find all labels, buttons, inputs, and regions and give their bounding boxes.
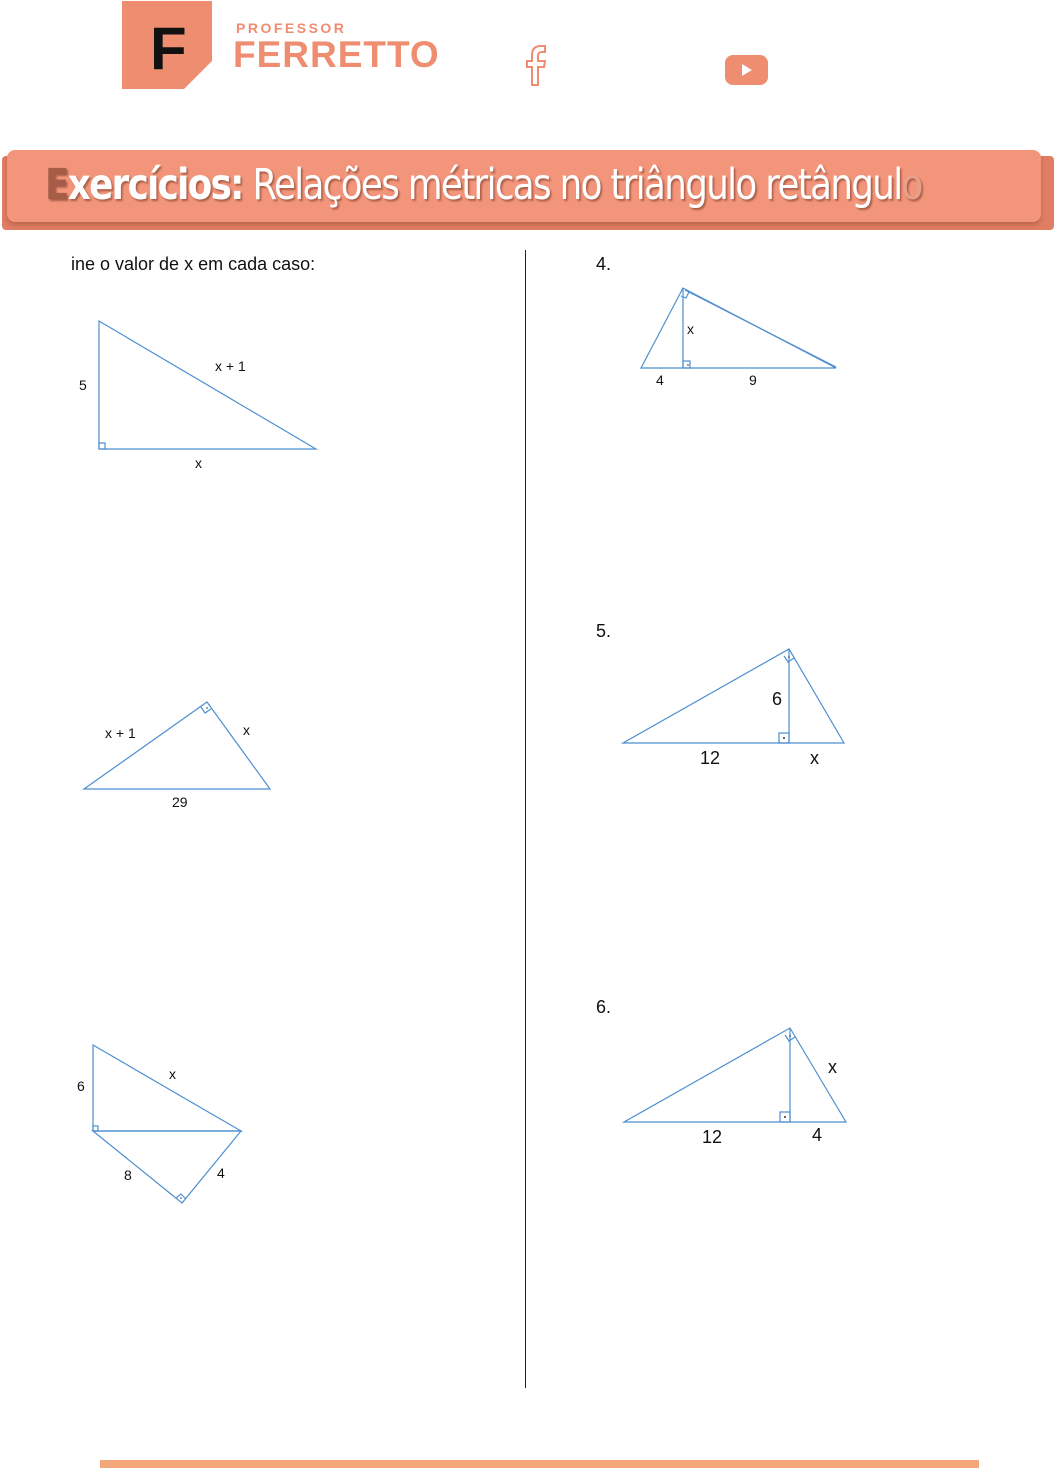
problem-number-6: 6. — [596, 997, 612, 1017]
page-title: Exercícios: Relações métricas no triângulo retângulo — [45, 160, 922, 210]
label-3-a: 6 — [77, 1078, 85, 1094]
label-4-height: x — [687, 321, 694, 337]
footer-bar — [100, 1460, 979, 1468]
label-6-leg: x — [828, 1057, 837, 1077]
label-2-right: x — [243, 722, 250, 738]
label-5-left: 12 — [700, 748, 721, 768]
triangle-figure-1 — [99, 321, 316, 449]
label-4-left: 4 — [656, 372, 664, 388]
label-3-b: x — [169, 1066, 176, 1082]
label-3-c: 8 — [124, 1167, 132, 1183]
triangle-figure-6 — [624, 1028, 846, 1122]
label-2-hypotenuse: 29 — [172, 794, 188, 810]
label-4-right: 9 — [749, 372, 757, 388]
label-6-right: 4 — [812, 1125, 823, 1145]
brand-subtitle: PROFESSOR — [236, 20, 347, 36]
label-1-hypotenuse: x + 1 — [215, 358, 246, 374]
triangle-figure-5 — [623, 649, 844, 743]
label-1-vertical: 5 — [79, 377, 87, 393]
label-2-left: x + 1 — [105, 725, 136, 741]
problem-number-5: 5. — [596, 621, 612, 641]
label-1-horizontal: x — [195, 455, 202, 471]
triangle-figure-4 — [641, 288, 836, 368]
instruction-text: ine o valor de x em cada caso: — [71, 254, 316, 274]
logo-letter: F — [150, 15, 187, 82]
label-5-height: 6 — [772, 689, 783, 709]
problem-number-4: 4. — [596, 254, 612, 274]
brand-name: FERRETTO — [233, 34, 440, 75]
label-3-d: 4 — [217, 1165, 225, 1181]
label-6-left: 12 — [702, 1127, 723, 1147]
label-5-right: x — [810, 748, 819, 768]
triangle-figure-2 — [84, 702, 270, 789]
